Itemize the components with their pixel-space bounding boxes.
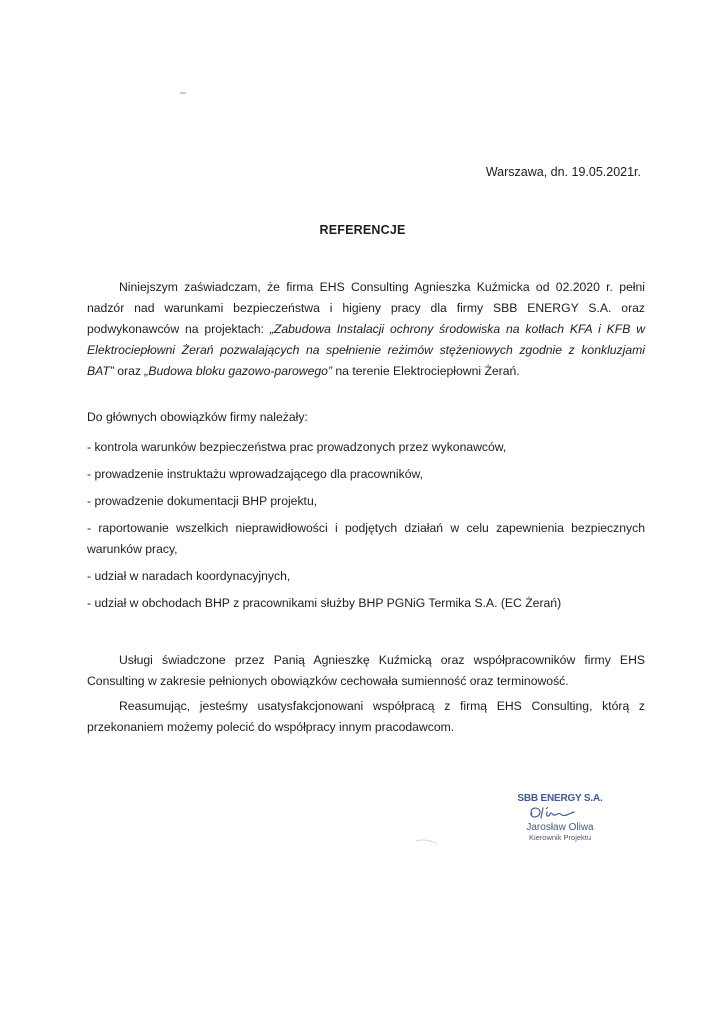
document-title: REFERENCJE xyxy=(319,223,406,237)
duty-item: - udział w naradach koordynacyjnych, xyxy=(87,569,291,583)
quality-paragraph: Usługi świadczone przez Panią Agnieszkę Kuźmicką oraz współpracowników firmy EHS Consulting w zakresie pełnionych obowiązków cechowała sumienność oraz terminowość. xyxy=(87,653,645,688)
handwritten-signature-icon xyxy=(510,804,610,822)
intro-text-2: oraz xyxy=(113,364,145,378)
duty-item: - prowadzenie dokumentacji BHP projektu, xyxy=(87,494,318,508)
duty-item: - prowadzenie instruktażu wprowadzającego dla pracowników, xyxy=(87,467,424,481)
project-name-1: „Zabudowa Instalacji ochrony środowiska na kotłach KFA i KFB w Elektrociepłowni Żerań pozwalających na spełnienie reżimów stężeniowych zgodnie z konkluzjami BAT” xyxy=(87,322,645,378)
recommendation-paragraph: Reasumując, jesteśmy usatysfakcjonowani współpracą z firmą EHS Consulting, którą z przekonaniem możemy polecić do współpracy innym pracodawcom. xyxy=(87,699,645,734)
project-name-2: „Budowa bloku gazowo-parowego” xyxy=(144,364,333,378)
scan-speck xyxy=(180,92,186,94)
signatory-name: Jarosław Oliwa xyxy=(526,822,594,833)
intro-text-3: na terenie Elektrociepłowni Żerań. xyxy=(332,364,520,378)
signatory-role: Kierownik Projektu xyxy=(528,833,592,842)
signature-company: SBB ENERGY S.A. xyxy=(517,793,603,804)
intro-text-1: Niniejszym zaświadczam, że firma EHS Consulting Agnieszka Kuźmicka od 02.2020 r. pełni nadzór nad warunkami bezpieczeństwa i higieny pracy dla firmy SBB ENERGY S.A. oraz podwykonawców na projektach: xyxy=(87,280,645,336)
duty-item: - kontrola warunków bezpieczeństwa prac prowadzonych przez wykonawców, xyxy=(87,440,507,454)
place-date: Warszawa, dn. 19.05.2021r. xyxy=(485,165,641,179)
duty-item: - raportowanie wszelkich nieprawidłowości i podjętych działań w celu zapewnienia bezpiecznych warunków pracy, xyxy=(87,521,645,556)
duty-item: - udział w obchodach BHP z pracownikami służby BHP PGNiG Termika S.A. (EC Żerań) xyxy=(87,596,562,610)
signature-stamp xyxy=(510,793,610,843)
intro-paragraph xyxy=(87,277,645,382)
duties-heading: Do głównych obowiązków firmy należały: xyxy=(87,410,308,424)
scan-mark xyxy=(415,832,439,838)
